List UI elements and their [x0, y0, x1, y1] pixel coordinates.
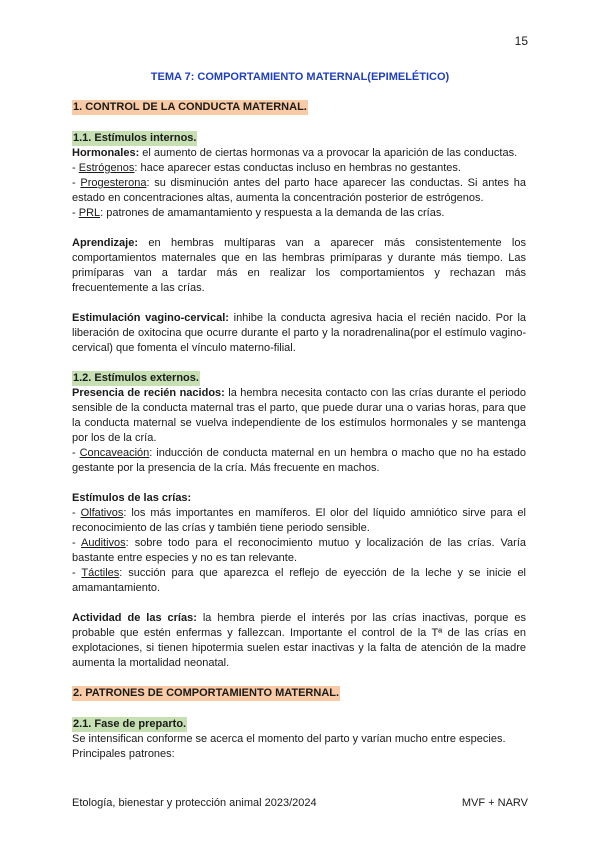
subsection-heading: 1.1. Estímulos internos. — [73, 132, 197, 144]
document-title: TEMA 7: COMPORTAMIENTO MATERNAL(EPIMELÉTICO) — [150, 71, 450, 83]
subsection-heading: 2.1. Fase de preparto. — [73, 718, 187, 730]
subsection-heading: 1.2. Estímulos externos. — [73, 372, 199, 384]
footer-course: Etología, bienestar y protección animal 2023/2024 — [72, 797, 317, 809]
paragraph-preparto: Se intensifican conforme se acerca el momento del parto y varían mucho entre especies. — [72, 733, 506, 745]
paragraph-hormonales: Hormonales: el aumento de ciertas hormonas va a provocar la aparición de las conductas. — [72, 147, 518, 159]
paragraph-actividad: Actividad de las crías: la hembra pierde el interés por las crías inactivas, porque es probable que estén enfermas y fallezcan. Importante el control de la Tª de las crías en explotaciones, si tienen hipotermia suelen estar inactivas y la falta de atención de la madre aumenta la mortalidad neonatal. — [72, 612, 526, 669]
bullet-progesterona: - Progesterona: su disminución antes del parto hace aparecer las conductas. Si antes ha estado en concentraciones altas, aumenta la concentración posterior de estrógenos. — [72, 177, 526, 204]
bullet-concaveacion: - Concaveación: inducción de conducta maternal en un hembra o macho que no ha estado gestante por la presencia de la cría. Más frecuente en machos. — [72, 447, 526, 474]
paragraph-estimulacion: Estimulación vagino-cervical: inhibe la conducta agresiva hacia el recién nacido. Por la liberación de oxitocina que ocurre durante el parto y la noradrenalina(por el estímulo vagino-cervical) que fomenta el vínculo materno-filial. — [72, 312, 526, 354]
paragraph-presencia: Presencia de recién nacidos: la hembra necesita contacto con las crías durante el periodo sensible de la conducta maternal tras el parto, que puede durar una o varias horas, para que la conducta maternal se vuelva independiente de los estímulos hormonales y se mantenga por los de la cría. — [72, 387, 526, 444]
paragraph-aprendizaje: Aprendizaje: en hembras multíparas van a aparecer más consistentemente los comportamientos maternales que en las hembras primíparas y durante más tiempo. Las primíparas van a tardar más en realizar los comportamientos y rechazan más frecuentemente a las crías. — [72, 237, 526, 294]
paragraph-patrones: Principales patrones: — [72, 748, 175, 760]
bullet-tactiles: - Táctiles: succión para que aparezca el reflejo de eyección de la leche y se inicie el amamantamiento. — [72, 567, 526, 594]
section-heading: 1. CONTROL DE LA CONDUCTA MATERNAL. — [73, 101, 307, 113]
bullet-estrogenos: - Estrógenos: hace aparecer estas conductas incluso en hembras no gestantes. — [72, 162, 461, 174]
bullet-prl: - PRL: patrones de amamantamiento y respuesta a la demanda de las crías. — [72, 207, 445, 219]
bullet-olfativos: - Olfativos: los más importantes en mamíferos. El olor del líquido amniótico sirve para el reconocimiento de las crías y también tiene periodo sensible. — [72, 507, 526, 534]
paragraph-estimulos-crias: Estímulos de las crías: — [72, 492, 192, 504]
footer-authors: MVF + NARV — [461, 797, 528, 809]
section-heading: 2. PATRONES DE COMPORTAMIENTO MATERNAL. — [73, 687, 340, 699]
bullet-auditivos: - Auditivos: sobre todo para el reconocimiento mutuo y localización de las crías. Varía bastante entre especies y no es tan relevante. — [72, 537, 526, 564]
page-number: 15 — [514, 34, 528, 48]
document-body — [72, 100, 526, 762]
